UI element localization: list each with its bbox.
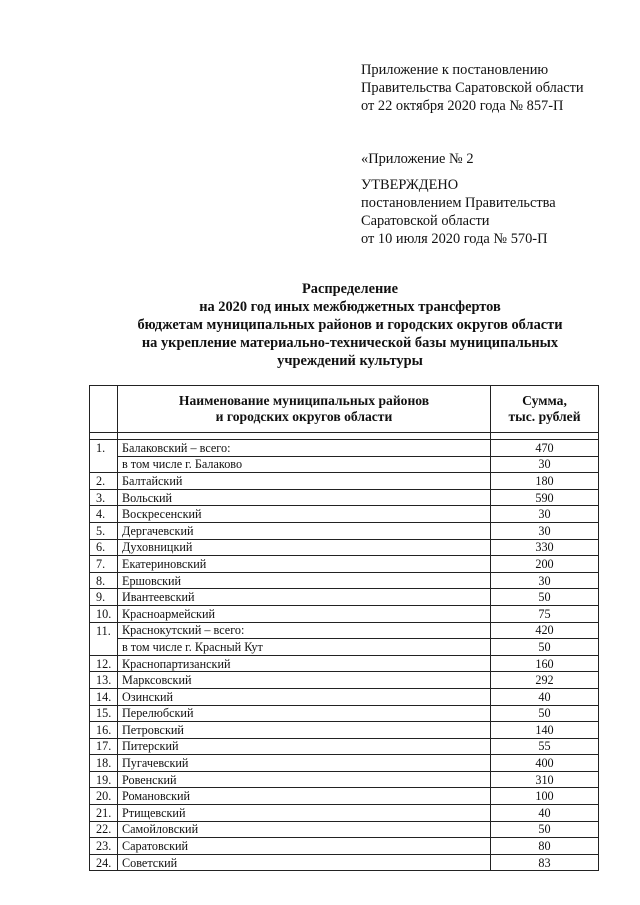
row-name: Ровенский: [118, 771, 491, 788]
row-sum: 330: [491, 539, 599, 556]
row-name: Балтайский: [118, 473, 491, 490]
row-sum: 50: [491, 821, 599, 838]
table-row: [90, 622, 599, 639]
row-number: 1.: [90, 440, 118, 457]
title-line: на 2020 год иных межбюджетных трансфертов: [199, 299, 501, 315]
row-name: Ивантеевский: [118, 589, 491, 606]
title-line: учреждений культуры: [277, 353, 423, 369]
row-name: в том числе г. Красный Кут: [118, 639, 491, 656]
table-row: [90, 672, 599, 689]
approval-line: от 10 июля 2020 года № 570-П: [361, 231, 548, 247]
row-name: Озинский: [118, 688, 491, 705]
title-line: на укрепление материально-технической базы муниципальных: [141, 335, 559, 351]
row-number: 4.: [90, 506, 118, 523]
table-spacer-row: [90, 433, 599, 440]
table-row: [90, 738, 599, 755]
table-row: [90, 506, 599, 523]
number-column-header: [90, 386, 118, 433]
row-sum: 470: [491, 440, 599, 457]
row-number: 9.: [90, 589, 118, 606]
table-body: [90, 440, 599, 871]
row-sum: 140: [491, 722, 599, 739]
row-sum: 40: [491, 805, 599, 822]
title-line: Распределение: [302, 281, 398, 297]
row-name: Ершовский: [118, 572, 491, 589]
row-sum: 30: [491, 456, 599, 473]
row-number: 22.: [90, 821, 118, 838]
row-number: 11.: [90, 622, 118, 639]
approval-stamp: [361, 176, 556, 248]
row-sum: 30: [491, 506, 599, 523]
row-number: 18.: [90, 755, 118, 772]
table-row: [90, 440, 599, 457]
row-sum: 180: [491, 473, 599, 490]
table-row: [90, 539, 599, 556]
table-row: [90, 722, 599, 739]
row-number: 13.: [90, 672, 118, 689]
row-name: Краснопартизанский: [118, 655, 491, 672]
row-sum: 590: [491, 489, 599, 506]
row-name: Питерский: [118, 738, 491, 755]
table-row: [90, 572, 599, 589]
table-row: [90, 655, 599, 672]
table-row: [90, 805, 599, 822]
row-name: Вольский: [118, 489, 491, 506]
table-row: [90, 605, 599, 622]
row-number: 5.: [90, 522, 118, 539]
row-name: Балаковский – всего:: [118, 440, 491, 457]
title-line: бюджетам муниципальных районов и городских округов области: [137, 317, 563, 333]
resolution-reference: [361, 61, 584, 115]
row-number: 15.: [90, 705, 118, 722]
table-row: [90, 639, 599, 656]
resolution-line: Приложение к постановлению: [361, 62, 549, 78]
row-name: Екатериновский: [118, 556, 491, 573]
row-number: 7.: [90, 556, 118, 573]
table-row: [90, 489, 599, 506]
row-sum: 310: [491, 771, 599, 788]
row-number: 16.: [90, 722, 118, 739]
row-number: 24.: [90, 854, 118, 871]
table-header-row: [90, 386, 599, 433]
row-number: 21.: [90, 805, 118, 822]
appendix-number: «Приложение № 2: [361, 151, 474, 167]
row-name: Духовницкий: [118, 539, 491, 556]
row-name: Перелюбский: [118, 705, 491, 722]
row-sum: 50: [491, 705, 599, 722]
row-name: Дергачевский: [118, 522, 491, 539]
row-sum: 420: [491, 622, 599, 639]
sum-column-header: Сумма, тыс. рублей: [491, 386, 599, 433]
row-name: Красноармейский: [118, 605, 491, 622]
row-number: 12.: [90, 655, 118, 672]
row-sum: 55: [491, 738, 599, 755]
row-number: 17.: [90, 738, 118, 755]
row-name: в том числе г. Балаково: [118, 456, 491, 473]
row-number: 19.: [90, 771, 118, 788]
row-number: 3.: [90, 489, 118, 506]
row-name: Пугачевский: [118, 755, 491, 772]
row-name: Краснокутский – всего:: [118, 622, 491, 639]
row-number: 2.: [90, 473, 118, 490]
row-sum: 40: [491, 688, 599, 705]
row-name: Ртищевский: [118, 805, 491, 822]
table-row: [90, 589, 599, 606]
row-number: [90, 639, 118, 656]
row-name: Воскресенский: [118, 506, 491, 523]
row-number: [90, 456, 118, 473]
appendix-label: [361, 150, 474, 168]
table-row: [90, 821, 599, 838]
row-sum: 30: [491, 522, 599, 539]
row-name: Саратовский: [118, 838, 491, 855]
table-row: [90, 705, 599, 722]
row-name: Самойловский: [118, 821, 491, 838]
table-row: [90, 688, 599, 705]
table-row: [90, 522, 599, 539]
table-row: [90, 456, 599, 473]
document-title: [80, 280, 620, 370]
row-number: 23.: [90, 838, 118, 855]
row-sum: 75: [491, 605, 599, 622]
row-name: Романовский: [118, 788, 491, 805]
name-column-header: Наименование муниципальных районов и городских округов области: [118, 386, 491, 433]
row-number: 8.: [90, 572, 118, 589]
row-sum: 83: [491, 854, 599, 871]
approval-line: постановлением Правительства: [361, 195, 556, 211]
row-number: 20.: [90, 788, 118, 805]
row-sum: 50: [491, 589, 599, 606]
row-number: 10.: [90, 605, 118, 622]
row-sum: 100: [491, 788, 599, 805]
distribution-table: [89, 385, 599, 871]
resolution-line: Правительства Саратовской области: [361, 80, 584, 96]
resolution-line: от 22 октября 2020 года № 857-П: [361, 98, 564, 114]
row-sum: 160: [491, 655, 599, 672]
table-row: [90, 556, 599, 573]
row-name: Марксовский: [118, 672, 491, 689]
table-row: [90, 788, 599, 805]
table-row: [90, 473, 599, 490]
row-sum: 400: [491, 755, 599, 772]
table-row: [90, 771, 599, 788]
row-number: 6.: [90, 539, 118, 556]
row-sum: 50: [491, 639, 599, 656]
table-row: [90, 838, 599, 855]
row-sum: 292: [491, 672, 599, 689]
table-row: [90, 755, 599, 772]
row-name: Советский: [118, 854, 491, 871]
row-number: 14.: [90, 688, 118, 705]
row-name: Петровский: [118, 722, 491, 739]
approval-line: УТВЕРЖДЕНО: [361, 177, 459, 193]
table-row: [90, 854, 599, 871]
row-sum: 80: [491, 838, 599, 855]
row-sum: 200: [491, 556, 599, 573]
row-sum: 30: [491, 572, 599, 589]
approval-line: Саратовской области: [361, 213, 490, 229]
